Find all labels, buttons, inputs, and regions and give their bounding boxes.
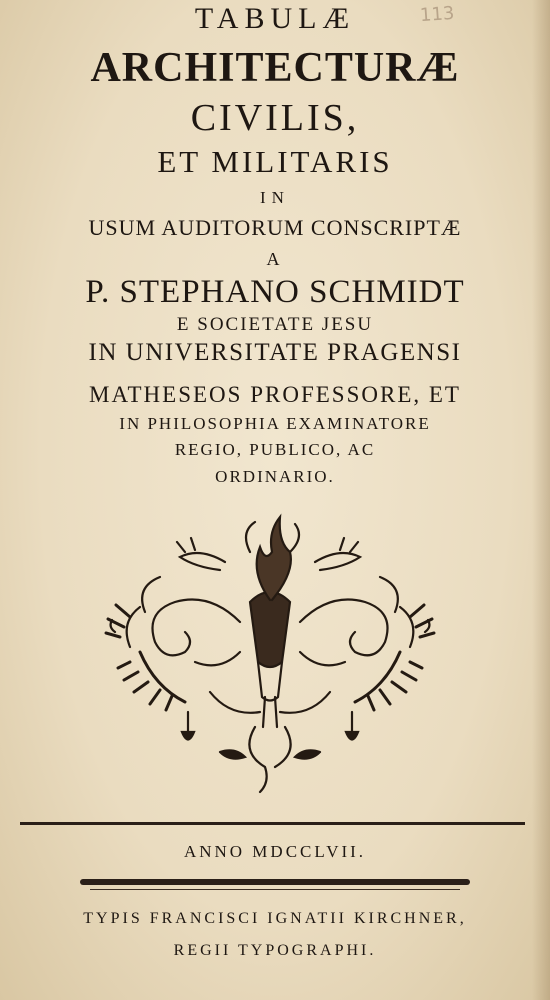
author-role-4: ORDINARIO. [215, 467, 335, 486]
title-line-6: USUM AUDITORUM CONSCRIPTÆ [88, 215, 462, 240]
bottom-rule [80, 879, 470, 885]
author-role-2: IN PHILOSOPHIA EXAMINATORE [119, 414, 431, 433]
author-name: P. STEPHANO SCHMIDT [85, 274, 465, 310]
publication-date: ANNO MDCCLVII. [183, 842, 367, 861]
title-line-4: ET MILITARIS [157, 144, 393, 179]
imprint-line-2: REGII TYPOGRAPHI. [173, 942, 377, 959]
torch-ornament-icon [100, 512, 440, 797]
title-line-1: TABULÆ [194, 2, 356, 35]
title-line-2: ARCHITECTURÆ [90, 45, 460, 91]
author-role-3: REGIO, PUBLICO, AC [174, 440, 376, 459]
author-university: IN UNIVERSITATE PRAGENSI [88, 339, 462, 366]
title-line-5: IN [260, 188, 290, 207]
top-rule [20, 822, 525, 825]
bottom-rule-thin [90, 889, 460, 890]
shelfmark-annotation: 113 [419, 2, 456, 27]
title-line-3: CIVILIS, [190, 97, 360, 139]
author-society: E SOCIETATE JESU [176, 314, 374, 335]
author-role-1: MATHESEOS PROFESSORE, ET [89, 382, 461, 407]
title-line-7: A [266, 249, 284, 269]
imprint-line-1: TYPIS FRANCISCI IGNATII KIRCHNER, [83, 910, 467, 927]
